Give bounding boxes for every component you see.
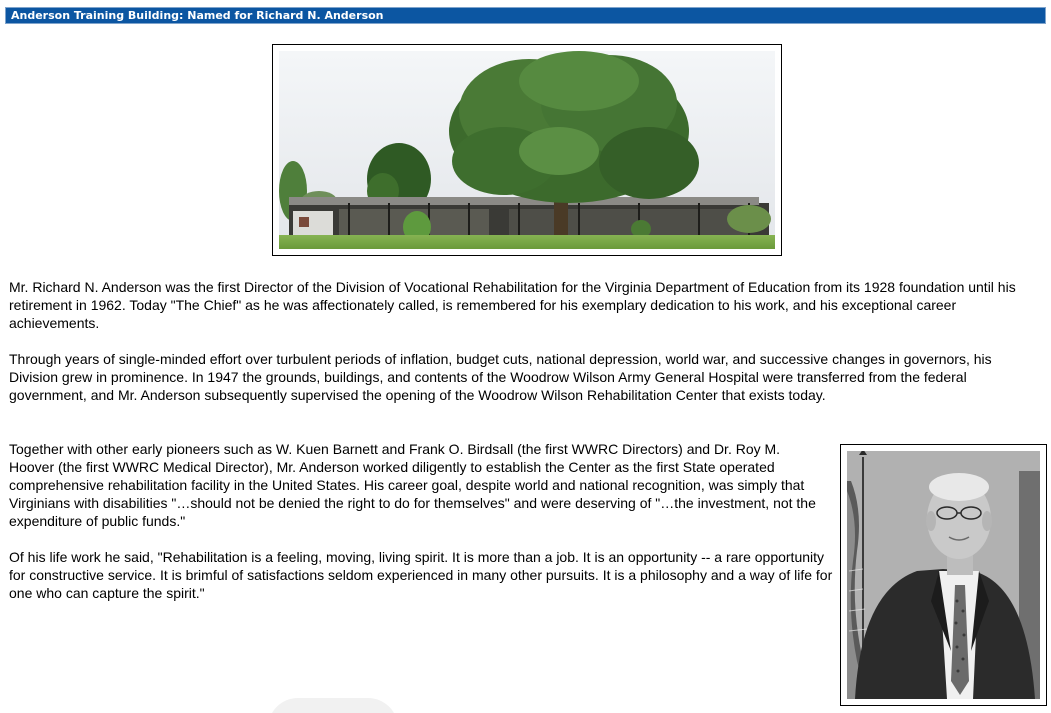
title-bar (5, 7, 1046, 24)
paragraph-history: Through years of single-minded effort over turbulent periods of inflation, budget cuts, national depression, world war, and successive changes in governors, his Division grew in prominence. In 1947 the grounds, buildings, and contents of the Woodrow Wilson Army General Hospital were transferred from the federal government, and Mr. Anderson subsequently supervised the opening of the Woodrow Wilson Rehabilitation Center that exists today. (9, 351, 992, 403)
building-photo-frame (272, 44, 782, 256)
building-photo (279, 51, 775, 249)
page-title: Anderson Training Building: Named for Richard N. Anderson (11, 9, 384, 22)
paragraph-quote: Of his life work he said, "Rehabilitation is a feeling, moving, living spirit. It is more than a job. It is an opportunity -- a rare opportunity for constructive service. It is brimful of satisfactions seldom experienced in many other pursuits. It is a philosophy and a way of life for one who can capture the spirit." (9, 549, 833, 601)
paragraph-intro: Mr. Richard N. Anderson was the first Director of the Division of Vocational Rehabilitation for the Virginia Department of Education from its 1928 foundation until his retirement in 1962. Today "The Chief" as he was affectionately called, is remembered for his exemplary dedication to his work, and his exceptional career achievements. (9, 279, 1016, 331)
background-watermark (268, 698, 398, 713)
portrait-photo-frame (840, 444, 1047, 706)
portrait-photo (847, 451, 1040, 699)
paragraph-pioneers: Together with other early pioneers such as W. Kuen Barnett and Frank O. Birdsall (the first WWRC Directors) and Dr. Roy M. Hoover (the first WWRC Medical Director), Mr. Anderson worked diligently to establish the Center as the first State operated comprehensive rehabilitation facility in the United States. His career goal, despite world and national recognition, was simply that Virginians with disabilities "…should not be denied the right to do for themselves" and were deserving of "…the investment, not the expenditure of public funds." (9, 441, 816, 529)
